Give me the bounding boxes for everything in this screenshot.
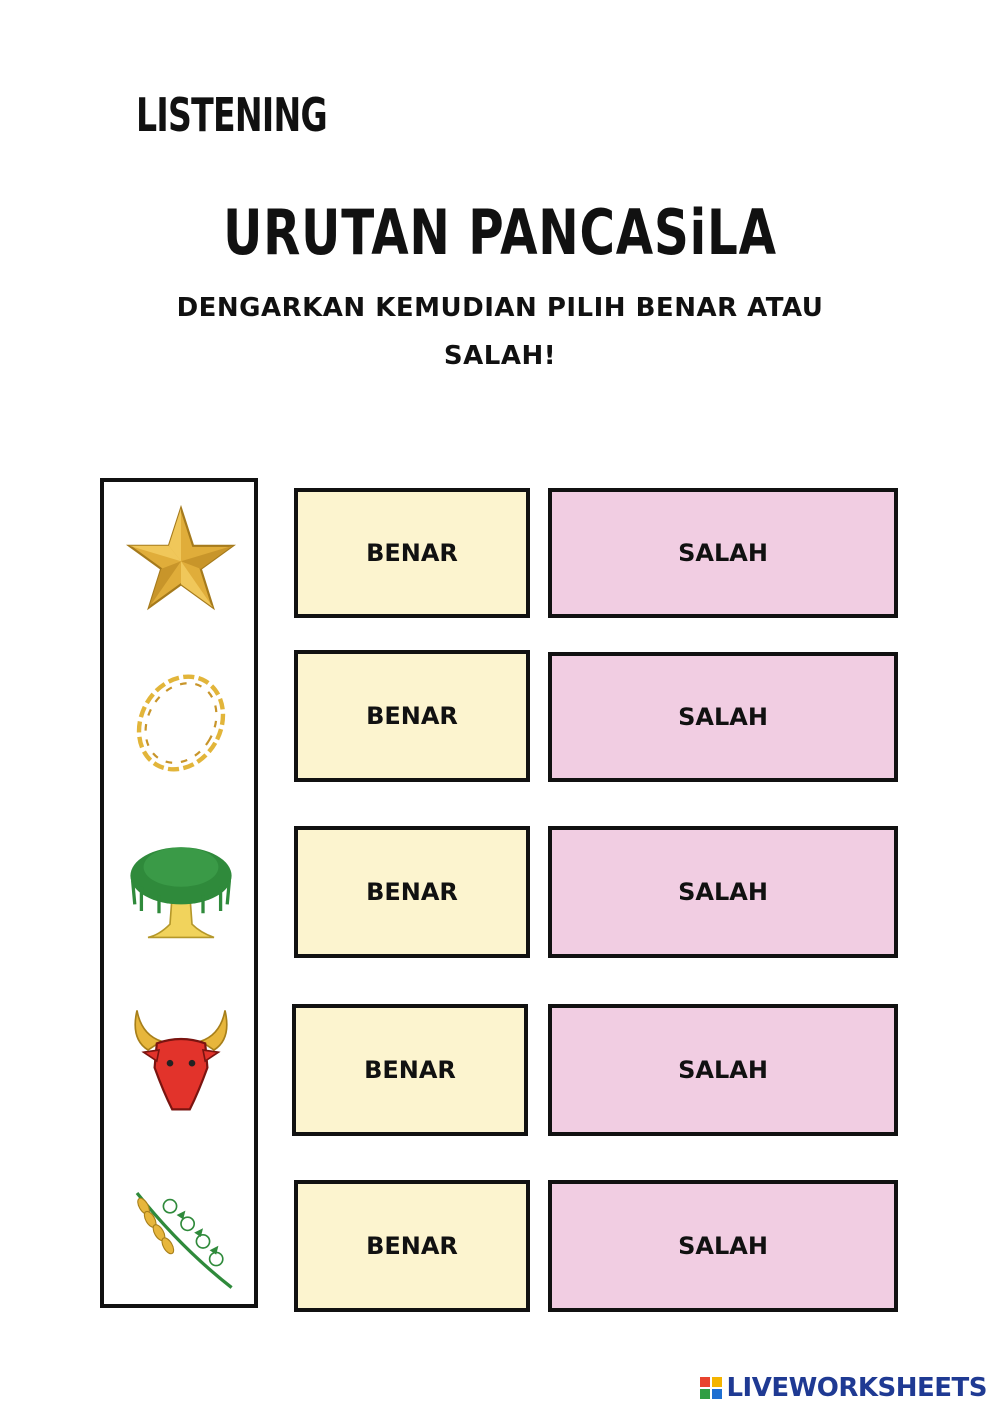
banyan-tree-icon [126, 834, 236, 944]
page-title: URUTAN PANCASiLA [222, 196, 777, 269]
symbol-column [100, 478, 258, 1308]
instruction-text: DENGARKAN KEMUDIAN PILIH BENAR ATAU SALAH! [176, 293, 824, 371]
salah-button-5[interactable]: SALAH [548, 1180, 898, 1312]
salah-button-3[interactable]: SALAH [548, 826, 898, 958]
section-heading: LISTENING [136, 88, 327, 142]
benar-button-4[interactable]: BENAR [292, 1004, 528, 1136]
salah-button-4[interactable]: SALAH [548, 1004, 898, 1136]
star-icon [126, 504, 236, 614]
benar-button-1[interactable]: BENAR [294, 488, 530, 618]
chain-icon [126, 668, 236, 778]
rice-cotton-icon [126, 1182, 236, 1292]
benar-button-3[interactable]: BENAR [294, 826, 530, 958]
salah-button-1[interactable]: SALAH [548, 488, 898, 618]
benar-button-2[interactable]: BENAR [294, 650, 530, 782]
salah-button-2[interactable]: SALAH [548, 652, 898, 782]
liveworksheets-logo: LIVEWORKSHEETS [700, 1373, 987, 1403]
bull-head-icon [126, 1006, 236, 1116]
benar-button-5[interactable]: BENAR [294, 1180, 530, 1312]
liveworksheets-logo-icon [700, 1377, 722, 1399]
